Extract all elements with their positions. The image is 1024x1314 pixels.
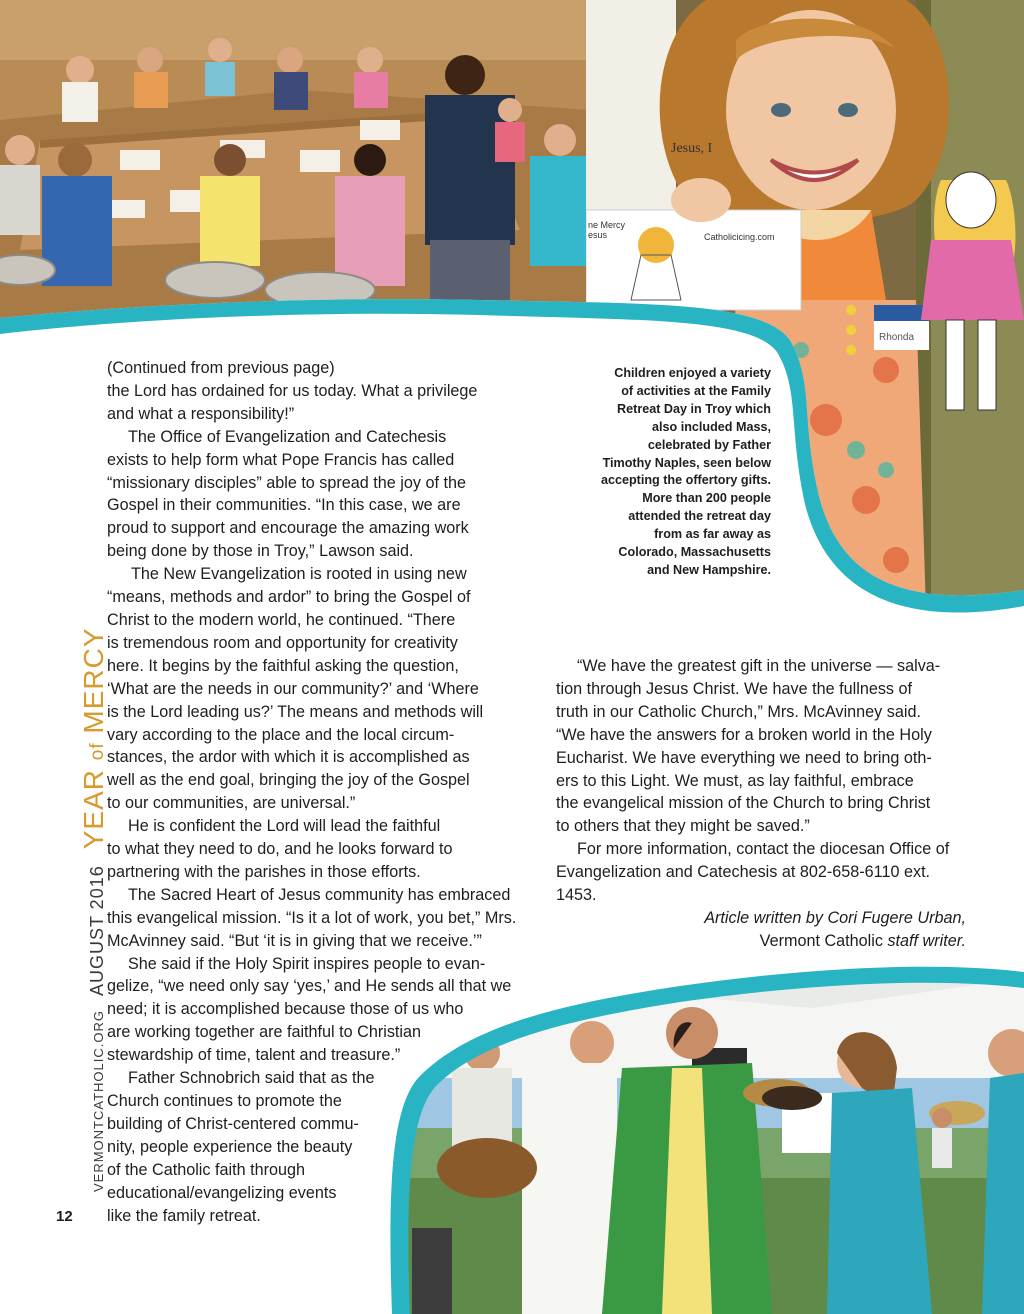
text-line: proud to support and encourage the amazing work bbox=[107, 519, 469, 538]
issue-date: AUGUST 2016 bbox=[87, 865, 107, 996]
text-line: truth in our Catholic Church,” Mrs. McAvinney said. bbox=[556, 702, 921, 721]
text-line: ‘What are the needs in our community?’ and ‘Where bbox=[107, 679, 479, 698]
text-line: McAvinney said. “But ‘it is in giving that we receive.’” bbox=[107, 931, 482, 950]
text-line: “We have the answers for a broken world in the Holy bbox=[556, 725, 932, 744]
text-line: “means, methods and ardor” to bring the Gospel of bbox=[107, 588, 471, 607]
website-label: VERMONTCATHOLIC.ORG bbox=[91, 1010, 106, 1192]
text-line: He is confident the Lord will lead the faithful bbox=[128, 817, 441, 836]
text-line: “We have the greatest gift in the universe — salva- bbox=[577, 657, 941, 675]
text-line: this evangelical mission. “Is it a lot of work, you bet,” Mrs. bbox=[107, 908, 517, 927]
caption-line: Timothy Naples, seen below bbox=[602, 455, 771, 470]
text-line: is the Lord leading us?’ The means and methods will bbox=[107, 702, 484, 721]
text-line: to our communities, are universal.” bbox=[107, 794, 356, 813]
text-line: to what they need to do, and he looks forward to bbox=[107, 840, 453, 859]
text-line: Father Schnobrich said that as the bbox=[128, 1069, 375, 1088]
caption-line: More than 200 people bbox=[642, 491, 771, 506]
paper-text-jesus-small: esus bbox=[588, 230, 608, 240]
running-head bbox=[78, 627, 110, 1192]
text-line: gelize, “we need only say ‘yes,’ and He sends all that we bbox=[107, 977, 512, 996]
caption-line: of activities at the Family bbox=[621, 383, 771, 398]
text-line: tion through Jesus Christ. We have the fullness of bbox=[556, 679, 913, 698]
paper-text-website: Catholicicing.com bbox=[704, 232, 775, 242]
text-line: For more information, contact the diocesan Office of bbox=[577, 840, 950, 859]
text-line: exists to help form what Pope Francis has called bbox=[107, 450, 455, 469]
text-line: partnering with the parishes in those efforts. bbox=[107, 862, 421, 881]
text-line: the evangelical mission of the Church to bring Christ bbox=[556, 794, 931, 813]
caption-line: also included Mass, bbox=[652, 419, 771, 434]
text-line: Church continues to promote the bbox=[107, 1092, 342, 1110]
text-line: well as the end goal, bringing the joy of the Gospel bbox=[107, 771, 470, 790]
text-line: to others that they might be saved.” bbox=[556, 817, 810, 836]
text-line: is tremendous room and opportunity for creativity bbox=[107, 633, 458, 652]
caption-line: accepting the offertory gifts. bbox=[600, 473, 771, 488]
paper-text-jesus: Jesus, I bbox=[671, 141, 713, 156]
caption-line: and New Hampshire. bbox=[647, 562, 771, 577]
text-line: Evangelization and Catechesis at 802-658-6110 ext. 1453. bbox=[556, 863, 931, 905]
article-right-column bbox=[556, 655, 966, 953]
caption-line: attended the retreat day bbox=[628, 509, 771, 524]
text-line: of the Catholic faith through bbox=[107, 1160, 305, 1179]
text-line: ers to this Light. We must, as lay faithful, embrace bbox=[556, 771, 914, 790]
text-line: educational/evangelizing events bbox=[107, 1183, 337, 1202]
text-line: The New Evangelization is rooted in using new bbox=[131, 565, 467, 584]
text-line: Gospel in their communities. “In this case, we are bbox=[107, 496, 461, 515]
byline-author: Article written by Cori Fugere Urban, bbox=[704, 908, 966, 927]
text-line: and what a responsibility!” bbox=[107, 404, 295, 423]
text-line: “missionary disciples” able to spread the joy of the bbox=[107, 473, 466, 492]
text-line: the Lord has ordained for us today. What a privilege bbox=[107, 381, 478, 400]
text-line: Eucharist. We have everything we need to bring oth- bbox=[556, 748, 932, 767]
text-line: The Office of Evangelization and Catechesis bbox=[128, 427, 447, 446]
text-line: are working together are faithful to Christian bbox=[107, 1023, 422, 1042]
caption-line: Retreat Day in Troy which bbox=[617, 401, 771, 416]
caption-line: from as far away as bbox=[654, 527, 771, 542]
caption-line: Colorado, Massachusetts bbox=[618, 545, 771, 560]
page-number: 12 bbox=[56, 1208, 73, 1225]
photo-caption bbox=[586, 365, 771, 580]
caption-line: Children enjoyed a variety bbox=[614, 366, 771, 380]
text-line: being done by those in Troy,” Lawson said. bbox=[107, 542, 414, 561]
text-line: nity, people experience the beauty bbox=[107, 1137, 353, 1156]
article-left-column bbox=[107, 357, 527, 1227]
text-line: like the family retreat. bbox=[107, 1206, 261, 1225]
text-line: The Sacred Heart of Jesus community has embraced bbox=[128, 885, 511, 904]
text-line: vary according to the place and the local circum- bbox=[107, 725, 455, 744]
text-line: need; it is accomplished because those of us who bbox=[107, 1000, 464, 1019]
text-line: stances, the ardor with which it is accomplished as bbox=[107, 748, 470, 767]
section-title: YEAR of MERCY bbox=[78, 627, 109, 850]
byline-title: Vermont Catholic staff writer. bbox=[759, 931, 966, 950]
caption-line: celebrated by Father bbox=[647, 437, 771, 452]
text-line: building of Christ-centered commu- bbox=[107, 1114, 359, 1133]
name-tag-text: Rhonda bbox=[879, 332, 915, 343]
paper-text-mercy: ne Mercy bbox=[588, 220, 626, 230]
text-line: (Continued from previous page) bbox=[107, 359, 335, 377]
text-line: Christ to the modern world, he continued. “There bbox=[107, 610, 456, 629]
text-line: She said if the Holy Spirit inspires people to evan- bbox=[128, 954, 486, 973]
text-line: here. It begins by the faithful asking the question, bbox=[107, 656, 459, 675]
text-line: stewardship of time, talent and treasure.” bbox=[107, 1046, 401, 1065]
